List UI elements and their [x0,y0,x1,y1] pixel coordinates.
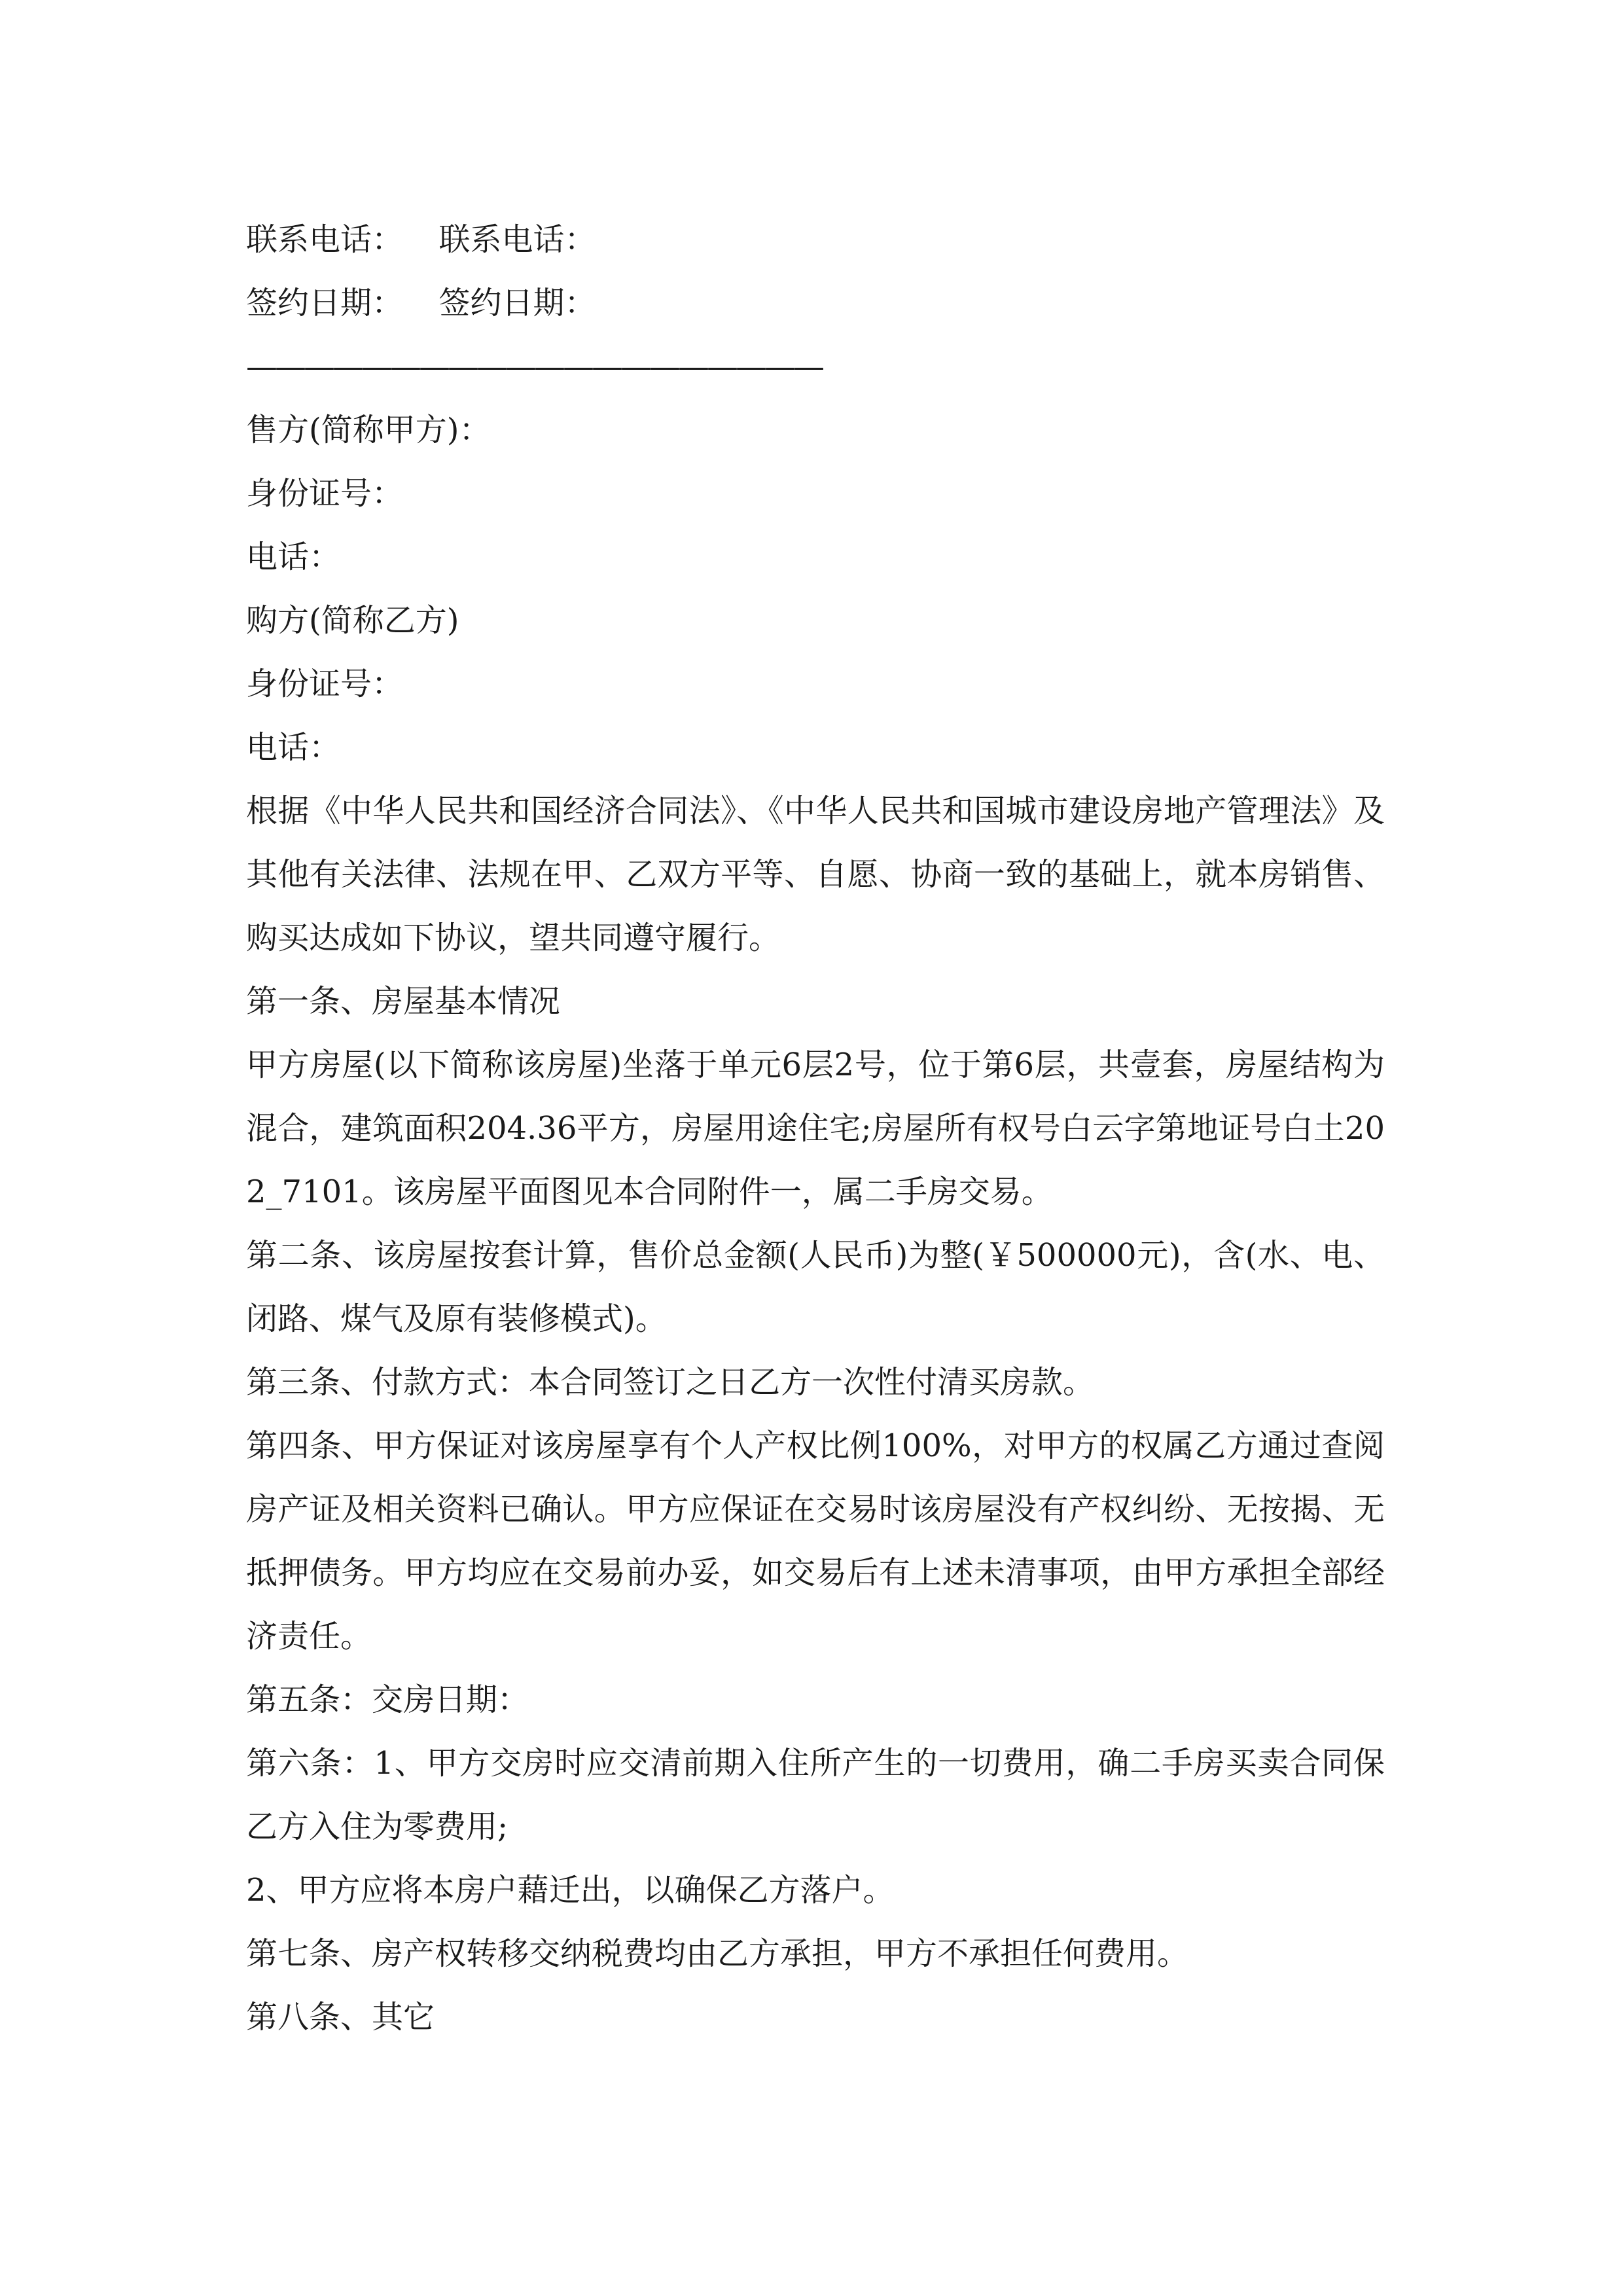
intro-paragraph: 根据《中华人民共和国经济合同法》、《中华人民共和国城市建设房地产管理法》及其他有关法律、法规在甲、乙双方平等、自愿、协商一致的基础上，就本房销售、购买达成如下协议，望共同遵守履行。 [246,793,1385,956]
article-4: 第四条、甲方保证对该房屋享有个人产权比例100%，对甲方的权属乙方通过查阅房产证及相关资料已确认。甲方应保证在交易时该房屋没有产权纠纷、无按揭、无抵押债务。甲方均应在交易前办妥，如交易后有上述未清事项，由甲方承担全部经济责任。 [246,1427,1385,1655]
buyer-id-label: 身份证号： [246,666,404,702]
contract-body [246,208,1385,2049]
contact-phone-label-b: 联系电话： [438,221,596,258]
article-3: 第三条、付款方式：本合同签订之日乙方一次性付清买房款。 [246,1364,1095,1401]
separator-line: ———————————————————— [246,348,822,385]
article-2: 第二条、该房屋按套计算，售价总金额(人民币)为整(￥500000元)，含(水、电、闭路、煤气及原有装修模式)。 [246,1237,1385,1337]
article-7: 第七条、房产权转移交纳税费均由乙方承担，甲方不承担任何费用。 [246,1935,1189,1972]
sign-date-label-a: 签约日期： [246,285,404,321]
article-1-body: 甲方房屋(以下简称该房屋)坐落于单元6层2号，位于第6层，共壹套，房屋结构为混合，建筑面积204.36平方，房屋用途住宅;房屋所有权号白云字第地证号白土202_7101。该房屋平面图见本合同附件一，属二手房交易。 [246,1047,1385,1210]
article-5: 第五条：交房日期： [246,1681,529,1718]
article-6-item-1: 第六条：1、甲方交房时应交清前期入住所产生的一切费用，确二手房买卖合同保乙方入住为零费用; [246,1745,1385,1845]
sign-date-label-b: 签约日期： [438,285,596,321]
sign-date-line [246,272,1385,335]
contact-phone-line [246,208,1385,272]
contact-phone-label-a: 联系电话： [246,221,404,258]
buyer-phone-label: 电话： [246,729,341,766]
article-6-item-2: 2、甲方应将本房户藉迁出，以确保乙方落户。 [246,1872,895,1909]
seller-phone-label: 电话： [246,539,341,575]
seller-label: 售方(简称甲方)： [246,412,491,448]
article-1-title: 第一条、房屋基本情况 [246,983,561,1020]
seller-id-label: 身份证号： [246,475,404,512]
buyer-label: 购方(简称乙方) [246,602,459,639]
article-8: 第八条、其它 [246,1999,435,2036]
